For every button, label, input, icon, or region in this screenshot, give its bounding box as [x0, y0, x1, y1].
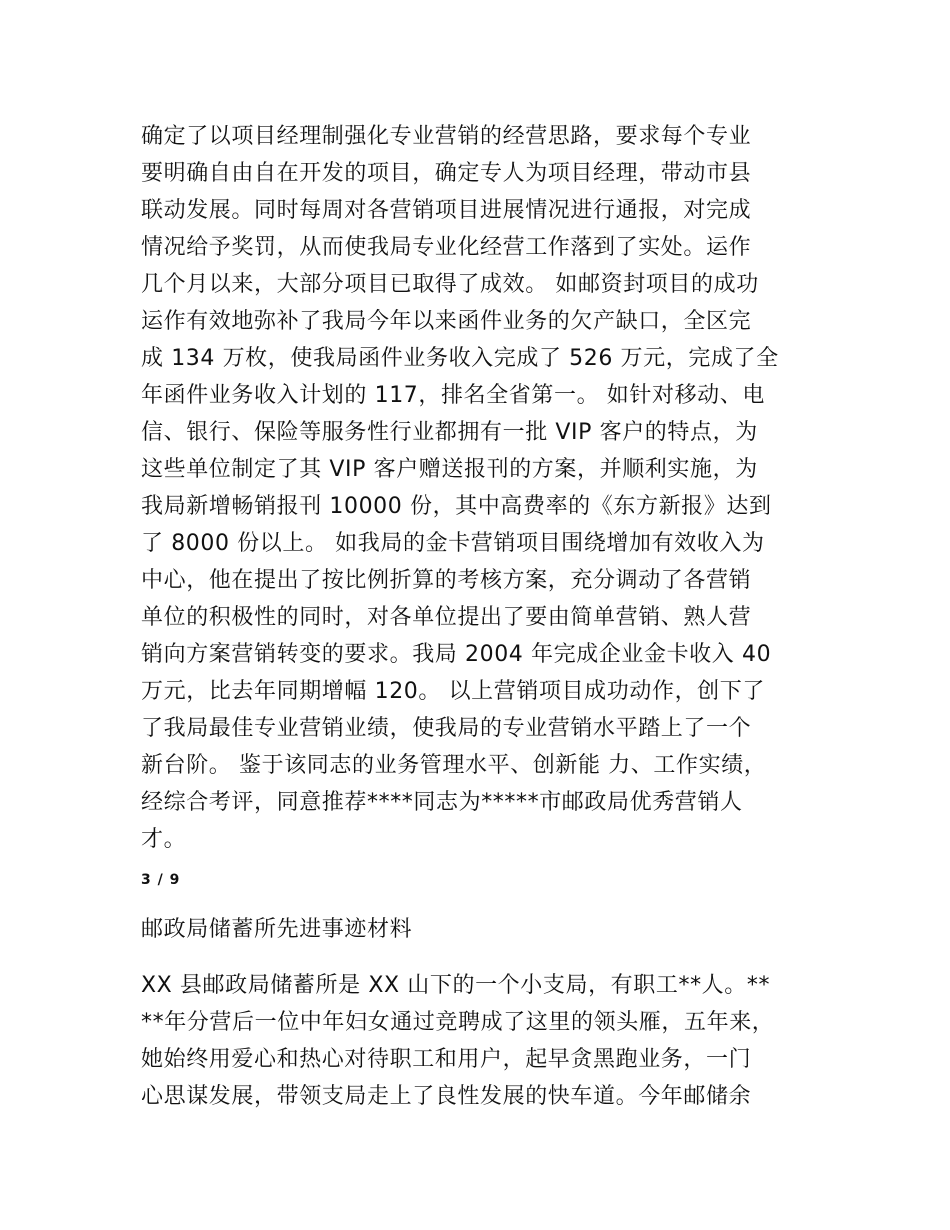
text-line: 这些单位制定了其 VIP 客户赠送报刊的方案，并顺利实施，为 — [141, 457, 758, 482]
text-line: 新台阶。 鉴于该同志的业务管理水平、创新能 力、工作实绩， — [141, 753, 767, 778]
body-paragraph-1 — [141, 118, 821, 858]
text-line: 我局新增畅销报刊 10000 份，其中高费率的《东方新报》达到 — [141, 494, 772, 519]
text-line: 成 134 万枚，使我局函件业务收入完成了 526 万元，完成了全 — [141, 346, 779, 371]
text-line: 年函件业务收入计划的 117，排名全省第一。 如针对移动、电 — [141, 383, 765, 408]
text-line: 销向方案营销转变的要求。我局 2004 年完成企业金卡收入 40 — [141, 642, 772, 667]
text-line: 才。 — [141, 827, 187, 852]
page-number: 3 / 9 — [141, 872, 181, 888]
text-line: **年分营后一位中年妇女通过竞聘成了这里的领头雁，五年来， — [141, 1010, 775, 1035]
text-line: 信、银行、保险等服务性行业都拥有一批 VIP 客户的特点，为 — [141, 420, 758, 445]
text-line: 联动发展。同时每周对各营销项目进展情况进行通报，对完成 — [141, 198, 752, 223]
text-line: 情况给予奖罚，从而使我局专业化经营工作落到了实处。运作 — [141, 235, 752, 260]
text-line: 单位的积极性的同时，对各单位提出了要由简单营销、熟人营 — [141, 605, 752, 630]
text-line: 中心，他在提出了按比例折算的考核方案，充分调动了各营销 — [141, 568, 752, 593]
text-line: 运作有效地弥补了我局今年以来函件业务的欠产缺口，全区完 — [141, 309, 752, 334]
text-line: 了我局最佳专业营销业绩，使我局的专业营销水平踏上了一个 — [141, 716, 752, 741]
text-line: 了 8000 份以上。 如我局的金卡营销项目围绕增加有效收入为 — [141, 531, 765, 556]
text-line: 万元，比去年同期增幅 120。 以上营销项目成功动作，创下了 — [141, 679, 765, 704]
text-line: 要明确自由自在开发的项目，确定专人为项目经理，带动市县 — [141, 161, 752, 186]
body-paragraph-2 — [141, 967, 821, 1115]
section-title: 邮政局储蓄所先进事迹材料 — [141, 917, 413, 942]
text-line: 确定了以项目经理制强化专业营销的经营思路，要求每个专业 — [141, 124, 752, 149]
text-line: 心思谋发展，带领支局走上了良性发展的快车道。今年邮储余 — [141, 1084, 752, 1109]
text-line: XX 县邮政局储蓄所是 XX 山下的一个小支局，有职工**人。** — [141, 973, 771, 998]
text-line: 她始终用爱心和热心对待职工和用户，起早贪黑跑业务，一门 — [141, 1047, 752, 1072]
text-line: 几个月以来，大部分项目已取得了成效。 如邮资封项目的成功 — [141, 272, 759, 297]
text-line: 经综合考评，同意推荐****同志为*****市邮政局优秀营销人 — [141, 790, 743, 815]
